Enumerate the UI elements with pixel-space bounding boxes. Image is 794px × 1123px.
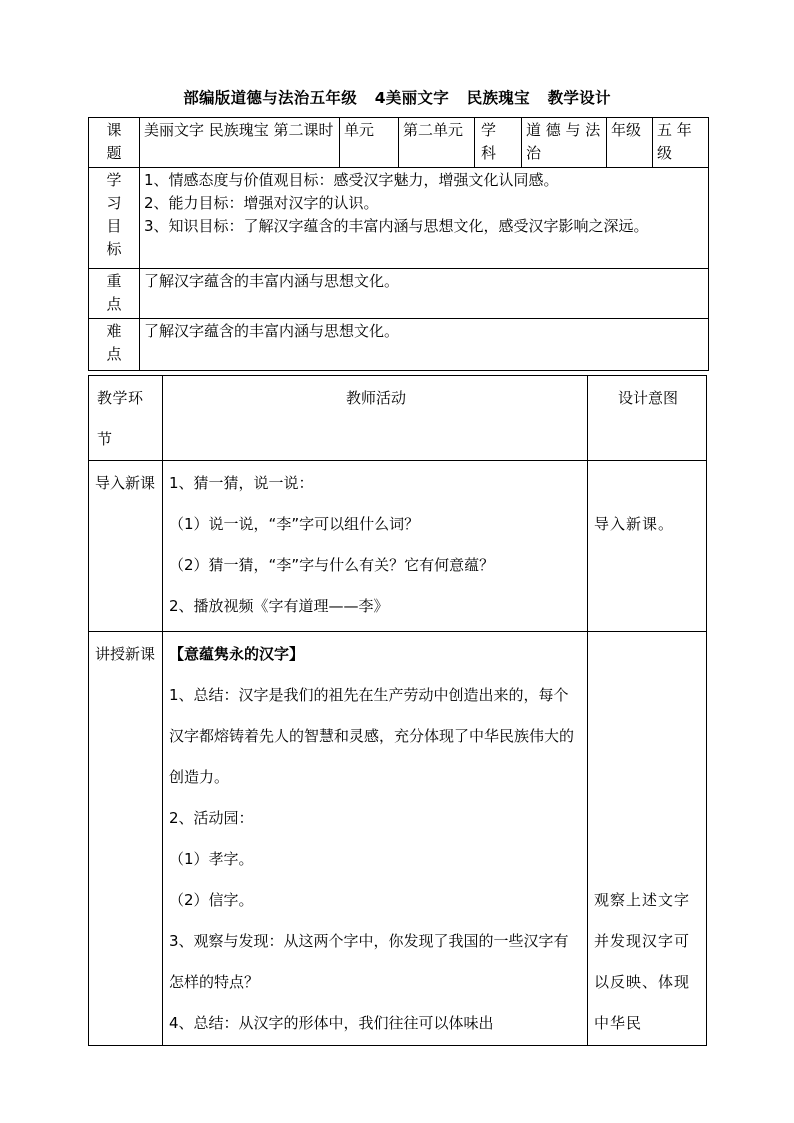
activity-line: （1）孝字。 xyxy=(169,850,254,868)
grade-value: 五 年 级 xyxy=(653,118,709,168)
table-row xyxy=(89,461,707,632)
key-point-value: 了解汉字蕴含的丰富内涵与思想文化。 xyxy=(140,269,709,319)
header-design-intent: 设计意图 xyxy=(588,376,707,461)
activity-line: 4、总结：从汉字的形体中，我们往往可以体味出 xyxy=(169,1014,494,1032)
intro-activities xyxy=(163,461,588,632)
activity-line: （1）说一说，“李”字可以组什么词？ xyxy=(169,515,420,533)
topic-label: 课 题 xyxy=(89,118,140,168)
unit-value: 第二单元 xyxy=(399,118,475,168)
goals-list xyxy=(140,168,709,269)
unit-label: 单元 xyxy=(340,118,399,168)
activity-line: 1、猜一猜，说一说： xyxy=(169,474,314,492)
activity-line: （2）猜一猜，“李”字与什么有关？它有何意蕴？ xyxy=(169,556,495,574)
table-row xyxy=(89,632,707,1046)
topic-value: 美丽文字 民族瑰宝 第二课时 xyxy=(140,118,340,168)
stage-new-lesson: 讲授新课 xyxy=(89,632,163,1046)
goals-label: 学 习 目 标 xyxy=(89,168,140,269)
new-lesson-activities xyxy=(163,632,588,1046)
new-lesson-intent: 观察上述文字并发现汉字可以反映、体现中华民 xyxy=(588,632,707,1046)
section-heading: 【意蕴隽永的汉字】 xyxy=(169,645,305,663)
document-title xyxy=(0,86,794,108)
activity-line: 1、总结：汉字是我们的祖先在生产劳动中创造出来的，每个汉字都熔铸着先人的智慧和灵感，充分体现了中华民族伟大的创造力。 xyxy=(169,686,575,786)
teaching-plan-table xyxy=(88,375,707,1046)
title-part-subtitle: 民族瑰宝 xyxy=(466,89,530,107)
lesson-info-table xyxy=(88,117,709,371)
title-part-lesson: 4美丽文字 xyxy=(374,89,449,107)
title-part-grade: 部编版道德与法治五年级 xyxy=(183,89,357,107)
activity-line: 3、观察与发现：从这两个字中，你发现了我国的一些汉字有怎样的特点？ xyxy=(169,932,569,991)
stage-intro: 导入新课 xyxy=(89,461,163,632)
subject-label: 学 科 xyxy=(475,118,522,168)
goal-item: 2、能力目标：增强对汉字的认识。 xyxy=(144,194,379,212)
key-point-label: 重 点 xyxy=(89,269,140,319)
header-stage: 教学环节 xyxy=(89,376,163,461)
grade-label: 年级 xyxy=(607,118,653,168)
subject-value: 道 德 与 法治 xyxy=(522,118,607,168)
goal-item: 3、知识目标：了解汉字蕴含的丰富内涵与思想文化，感受汉字影响之深远。 xyxy=(144,217,649,235)
header-teacher-activity: 教师活动 xyxy=(163,376,588,461)
goal-item: 1、情感态度与价值观目标：感受汉字魅力，增强文化认同感。 xyxy=(144,171,559,189)
activity-line: 2、播放视频《字有道理——李》 xyxy=(169,597,389,615)
difficulty-value: 了解汉字蕴含的丰富内涵与思想文化。 xyxy=(140,319,709,371)
difficulty-label: 难 点 xyxy=(89,319,140,371)
activity-line: （2）信字。 xyxy=(169,891,254,909)
intro-intent: 导入新课。 xyxy=(588,461,707,632)
title-part-type: 教学设计 xyxy=(547,89,611,107)
activity-line: 2、活动园： xyxy=(169,809,254,827)
